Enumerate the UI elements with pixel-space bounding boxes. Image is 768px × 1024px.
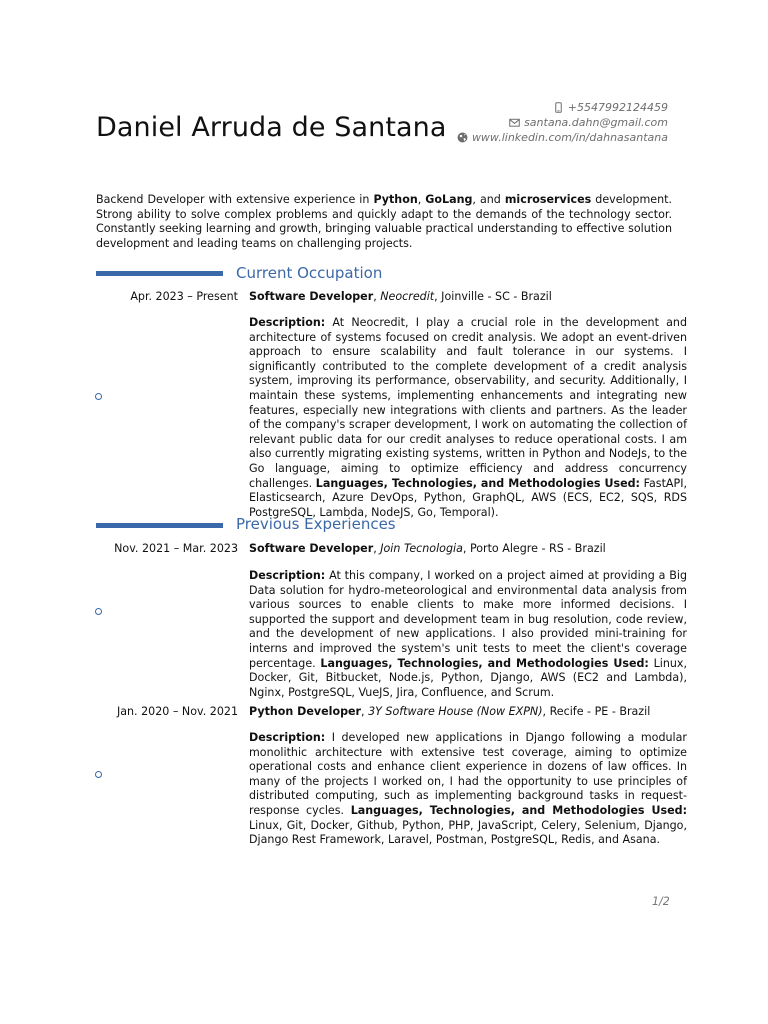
linkedin-text[interactable]: www.linkedin.com/in/dahnasantana (471, 131, 668, 144)
entry-date: Jan. 2020 – Nov. 2021 (116, 705, 238, 718)
section-title-previous: Previous Experiences (236, 515, 396, 533)
envelope-icon (509, 117, 520, 128)
timeline-dot (95, 608, 102, 615)
email-text[interactable]: santana.dahn@gmail.com (524, 116, 668, 129)
entry-role: Software Developer, Neocredit, Joinville - SC - Brazil (249, 290, 552, 303)
contact-linkedin[interactable] (457, 131, 668, 144)
resume-name: Daniel Arruda de Santana (96, 112, 447, 143)
timeline-dot (95, 771, 102, 778)
entry-description: Description: At Neocredit, I play a crucial role in the development and architecture of systems focused on credit analysis. We adopt an event-driven approach to ensure scalability and fault tolerance in our systems. I significantly contributed to the complete development of a credit analysis system, improving its performance, observability, and security. Additionally, I maintain these systems, implementing enhancements and integrating new features, especially new integrations with clients and partners. As the leader of the company's scraper development, I work on automating the collection of relevant public data for our credit analyses to reduce operational costs. I am also currently migrating existing systems, written in Python and NodeJs, to the Go language, aiming to optimize efficiency and address concurrency challenges. Languages, Technologies, and Methodologies Used: FastAPI, Elasticsearch, Azure DevOps, Python, GraphQL, AWS (ECS, EC2, SQS, RDS PostgreSQL, Lambda, NodeJS, Go, Temporal). (249, 316, 687, 519)
entry-role: Software Developer, Join Tecnologia, Porto Alegre - RS - Brazil (249, 542, 606, 555)
section-bar-previous (96, 523, 223, 528)
section-bar-current (96, 271, 223, 276)
globe-icon (457, 132, 468, 143)
phone-icon (553, 102, 564, 113)
summary-paragraph: Backend Developer with extensive experience in Python, GoLang, and microservices development. Strong ability to solve complex problems and quickly adapt to the demands of the technology sector. Constantly seeking learning and growth, bringing valuable practical understanding to effective solution development and leading teams on challenging projects. (96, 193, 672, 250)
phone-text[interactable]: +5547992124459 (567, 101, 668, 114)
page-number: 1/2 (652, 895, 670, 908)
entry-date: Nov. 2021 – Mar. 2023 (114, 542, 238, 555)
timeline-dot (95, 393, 102, 400)
section-title-current: Current Occupation (236, 264, 383, 282)
contact-phone[interactable] (553, 101, 668, 114)
contact-email[interactable] (509, 116, 668, 129)
entry-description: Description: I developed new applications in Django following a modular monolithic architecture with extensive test coverage, aiming to optimize operational costs and enhance client experience in dozens of law offices. In many of the projects I worked on, I had the opportunity to use principles of distributed computing, such as implementing background tasks in request-response cycles. Languages, Technologies, and Methodologies Used: Linux, Git, Docker, Github, Python, PHP, JavaScript, Celery, Selenium, Django, Django Rest Framework, Laravel, Postman, PostgreSQL, Redis, and Asana. (249, 731, 688, 847)
entry-date: Apr. 2023 – Present (130, 290, 238, 303)
entry-description: Description: At this company, I worked on a project aimed at providing a Big Data solution for hydro-meteorological and environmental data analysis from various sources to enable clients to make more informed decisions. I supported the support and development team in bug resolution, code review, and the development of new applications. I also provided mini-training for interns and improved the system's unit tests to meet the client's coverage percentage. Languages, Technologies, and Methodologies Used: Linux, Docker, Git, Bitbucket, Node.js, Python, Django, AWS (EC2 and Lambda), Nginx, PostgreSQL, VueJS, Jira, Confluence, and Scrum. (249, 569, 687, 699)
entry-role: Python Developer, 3Y Software House (Now EXPN), Recife - PE - Brazil (249, 705, 651, 718)
